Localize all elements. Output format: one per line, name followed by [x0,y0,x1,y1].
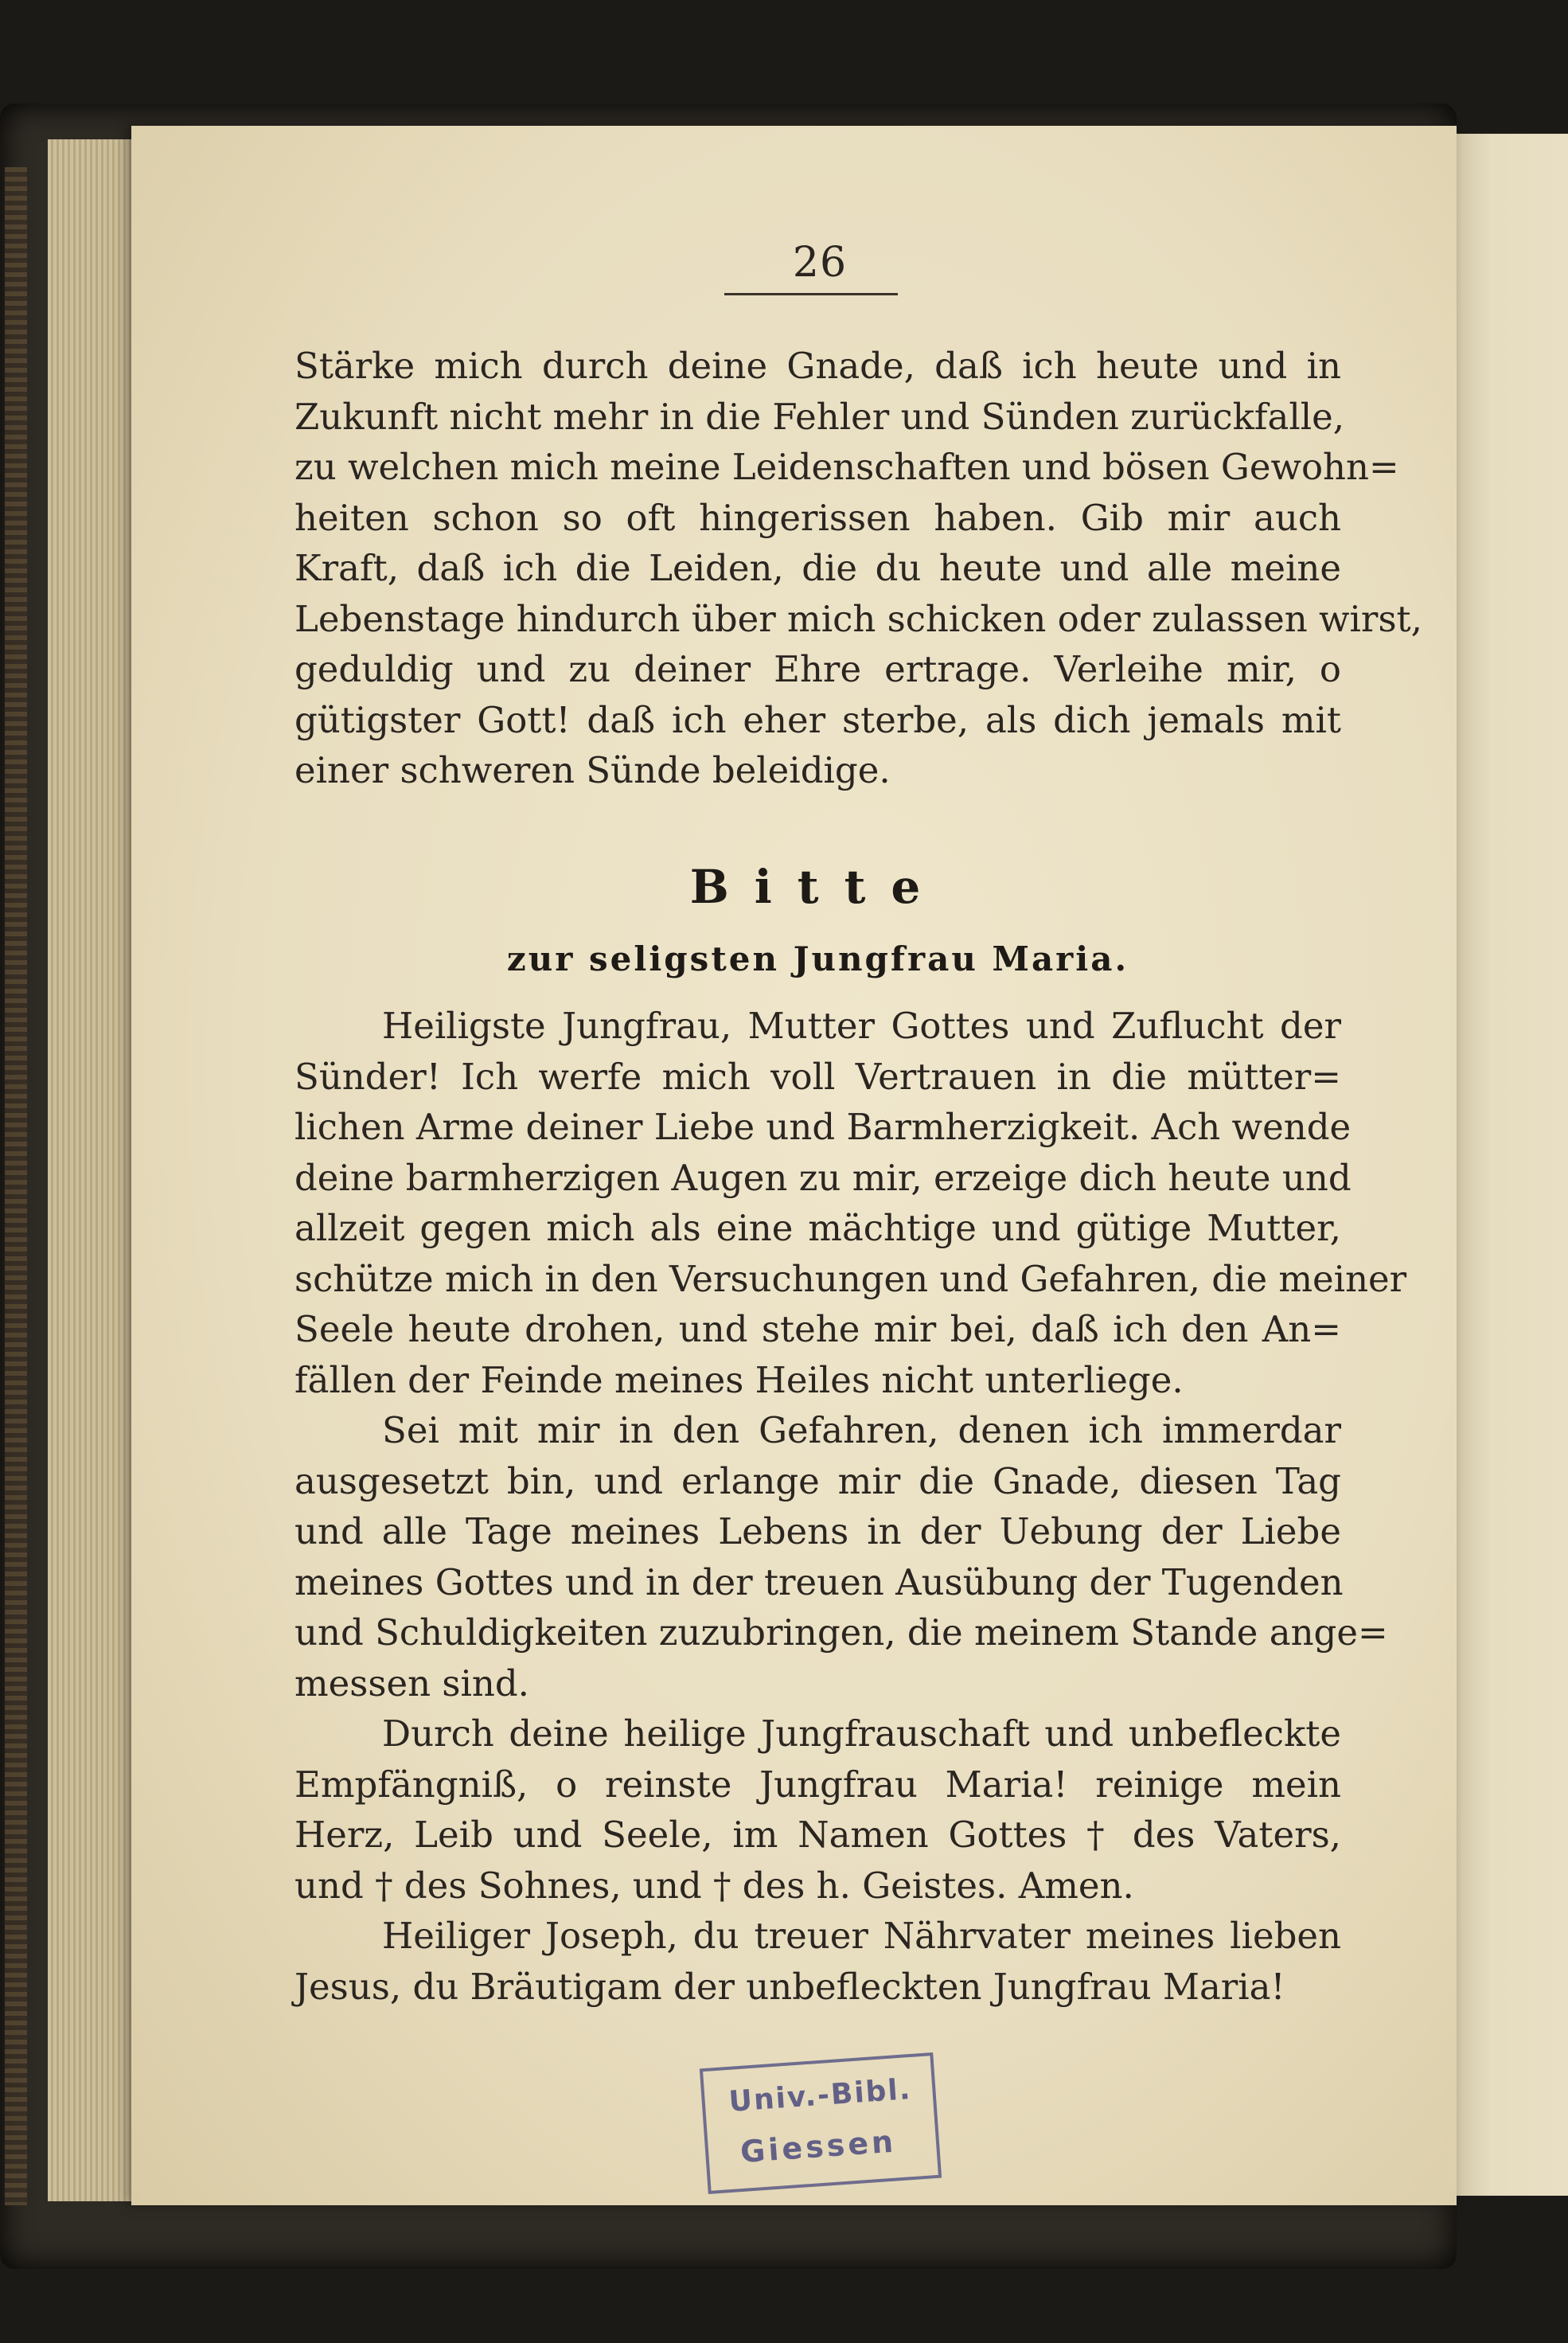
text-line: Kraft, daß ich die Leiden, die du heute und alle meine [294,547,1341,589]
text-line: Stärke mich durch deine Gnade, daß ich heute und in [294,345,1341,387]
text-line: Zukunft nicht mehr in die Fehler und Sünden zurückfalle, [294,395,1345,438]
prayer-body [294,1001,1407,2012]
text-line: Jesus, du Bräutigam der unbefleckten Jungfrau Maria! [294,1965,1285,2008]
text-line: zu welchen mich meine Leidenschaften und bösen Gewohn= [294,446,1399,488]
text-line: und Schuldigkeiten zuzubringen, die meinem Stande ange= [294,1611,1388,1654]
stamp-text: Giessen [739,2123,898,2170]
text-line: einer schweren Sünde beleidige. [294,749,891,791]
text-line: meines Gottes und in der treuen Ausübung der Tugenden [294,1560,1344,1603]
text-line: Empfängniß, o reinste Jungfrau Maria! reinige mein [294,1763,1341,1806]
text-line: und † des Sohnes, und † des h. Geistes. Amen. [294,1864,1134,1907]
text-line: Seele heute drohen, und stehe mir bei, daß ich den An= [294,1308,1341,1350]
text-line: allzeit gegen mich als eine mächtige und gütige Mutter, [294,1207,1341,1249]
text-line: Heiligste Jungfrau, Mutter Gottes und Zuflucht der [382,1005,1341,1047]
text-line: lichen Arme deiner Liebe und Barmherzigkeit. Ach wende [294,1106,1352,1148]
text-line: schütze mich in den Versuchungen und Gefahren, die meiner [294,1257,1407,1300]
text-line: Durch deine heilige Jungfrauschaft und unbefleckte [382,1712,1341,1755]
section-subheading: zur seligsten Jungfrau Maria. [506,939,1129,978]
text-line: Sei mit mir in den Gefahren, denen ich immerdar [382,1409,1341,1451]
text-line: messen sind. [294,1662,529,1705]
text-line: Herz, Leib und Seele, im Namen Gottes † des Vaters, [294,1814,1341,1856]
text-line: Lebenstage hindurch über mich schicken oder zulassen wirst, [294,597,1422,640]
text-line: ausgesetzt bin, und erlange mir die Gnade, diesen Tag [294,1459,1341,1502]
text-line: gütigster Gott! daß ich eher sterbe, als dich jemals mit [294,698,1341,741]
section-heading: Bitte [689,860,946,914]
book-spine-edge [5,167,27,2205]
facing-page-edge [1447,134,1568,2196]
text-line: geduldig und zu deiner Ehre ertrage. Verleihe mir, o [294,648,1341,690]
text-line: deine barmherzigen Augen zu mir, erzeige dich heute und [294,1156,1352,1199]
page-number: 26 [792,239,848,287]
page-number-rule [724,293,898,295]
text-line: und alle Tage meines Lebens in der Uebung der Liebe [294,1510,1341,1552]
text-line: Heiliger Joseph, du treuer Nährvater meines lieben [382,1915,1341,1957]
text-line: fällen der Feinde meines Heiles nicht unterliege. [294,1358,1184,1401]
text-line: Sünder! Ich werfe mich voll Vertrauen in die mütter= [294,1055,1341,1098]
text-line: heiten schon so oft hingerissen haben. Gib mir auch [294,496,1341,539]
library-stamp [700,2052,942,2194]
paragraph-prayer-continued [294,341,1422,796]
stamp-text: Univ.-Bibl. [727,2072,913,2118]
